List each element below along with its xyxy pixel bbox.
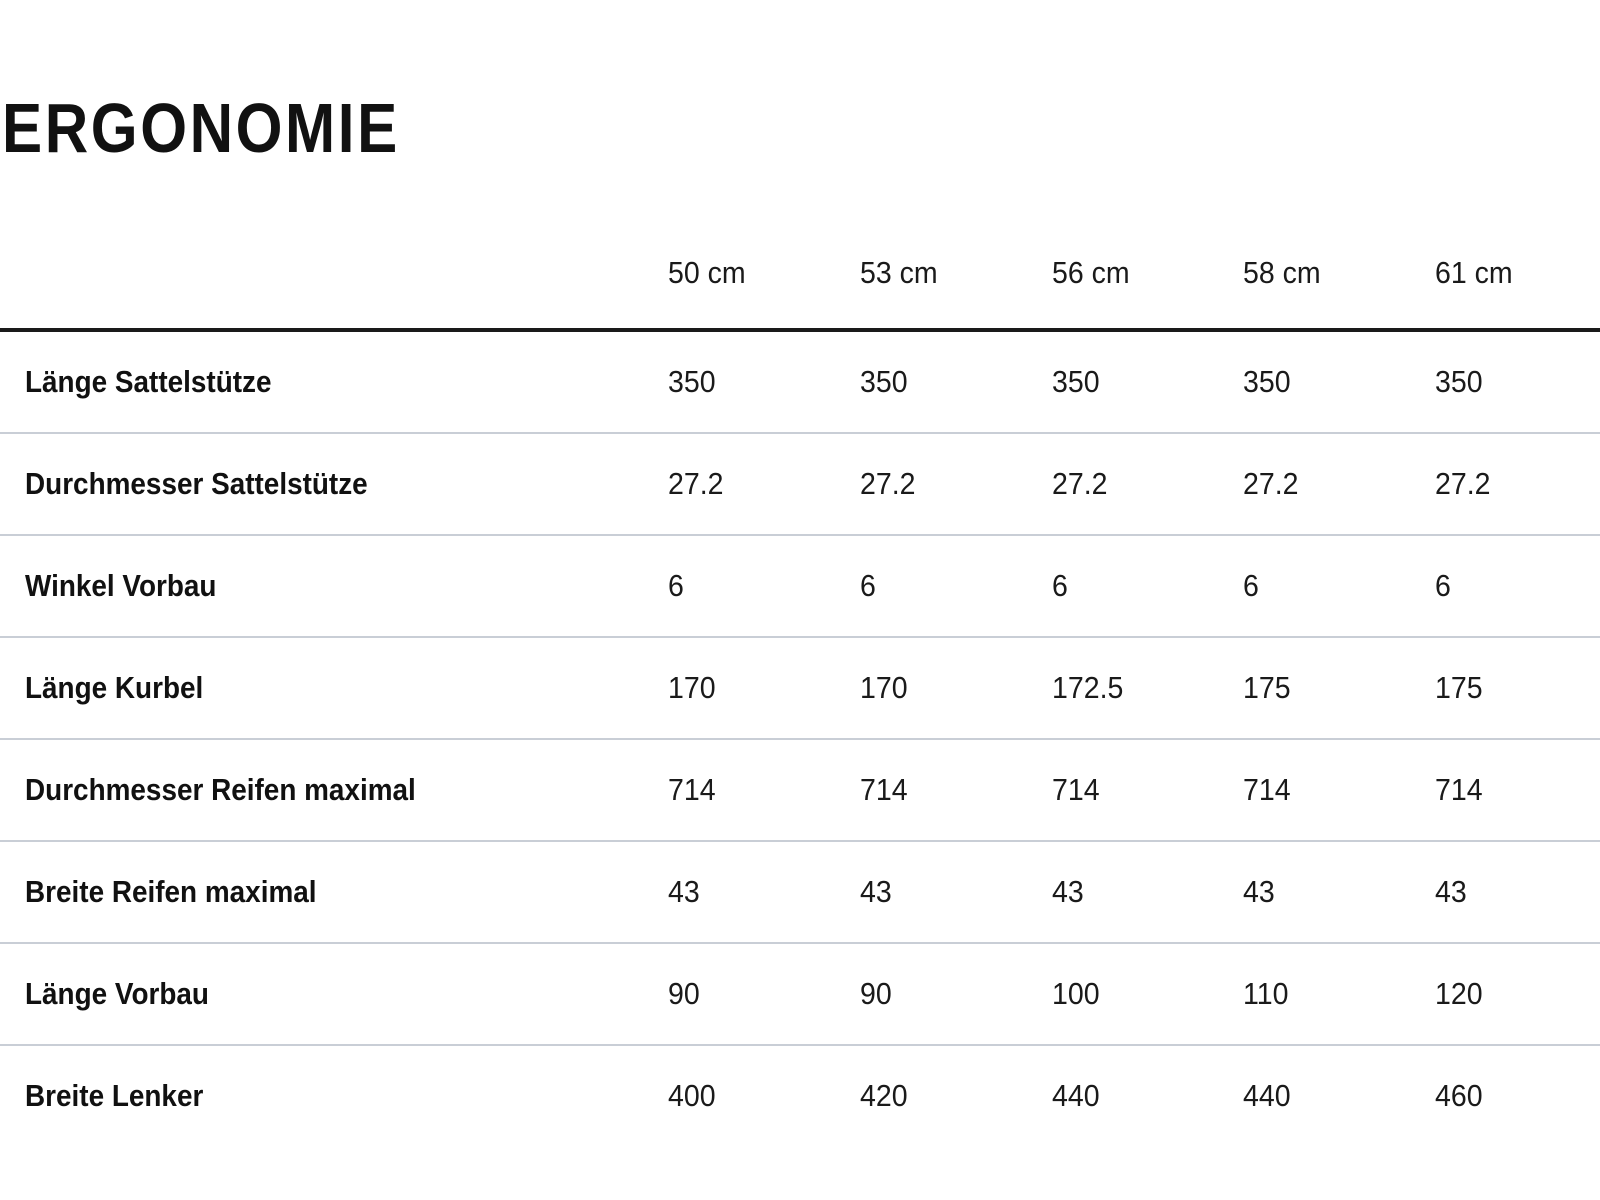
row-label: Durchmesser Reifen maximal	[25, 772, 416, 807]
table-cell: 43	[860, 874, 892, 909]
table-cell: 6	[1435, 568, 1451, 603]
table-cell: 420	[860, 1078, 908, 1113]
table-row	[0, 740, 1600, 842]
table-cell: 43	[1243, 874, 1275, 909]
table-cell: 170	[668, 670, 716, 705]
table-cell: 27.2	[1243, 466, 1299, 501]
table-cell: 714	[1435, 772, 1483, 807]
table-cell: 175	[1243, 670, 1291, 705]
table-cell: 43	[1052, 874, 1084, 909]
table-cell: 110	[1243, 976, 1289, 1011]
row-label: Länge Vorbau	[25, 976, 209, 1011]
table-cell: 350	[1435, 364, 1483, 399]
table-cell: 27.2	[1052, 466, 1108, 501]
row-label: Breite Lenker	[25, 1078, 204, 1113]
table-row	[0, 434, 1600, 536]
table-cell: 6	[1243, 568, 1259, 603]
column-header-size: 53 cm	[860, 255, 938, 290]
table-cell: 90	[668, 976, 700, 1011]
table-cell: 350	[1052, 364, 1100, 399]
table-row	[0, 1046, 1600, 1146]
table-cell: 43	[1435, 874, 1467, 909]
table-cell: 440	[1243, 1078, 1291, 1113]
table-cell: 120	[1435, 976, 1483, 1011]
table-row	[0, 332, 1600, 434]
table-cell: 714	[1243, 772, 1291, 807]
row-label: Breite Reifen maximal	[25, 874, 317, 909]
column-header-size: 50 cm	[668, 255, 746, 290]
row-label: Länge Sattelstütze	[25, 364, 272, 399]
table-cell: 43	[668, 874, 700, 909]
page-title: ERGONOMIE	[2, 89, 400, 167]
ergonomics-table	[0, 225, 1600, 1146]
table-cell: 27.2	[668, 466, 724, 501]
column-header-size: 58 cm	[1243, 255, 1321, 290]
row-label: Durchmesser Sattelstütze	[25, 466, 368, 501]
table-cell: 100	[1052, 976, 1100, 1011]
table-cell: 400	[668, 1078, 716, 1113]
table-cell: 170	[860, 670, 908, 705]
table-cell: 27.2	[860, 466, 916, 501]
table-row	[0, 944, 1600, 1046]
table-cell: 172.5	[1052, 670, 1124, 705]
table-header-row	[0, 225, 1600, 332]
table-cell: 6	[668, 568, 684, 603]
table-row	[0, 536, 1600, 638]
table-cell: 714	[1052, 772, 1100, 807]
column-header-size: 61 cm	[1435, 255, 1513, 290]
row-label: Länge Kurbel	[25, 670, 204, 705]
table-cell: 350	[668, 364, 716, 399]
table-row	[0, 842, 1600, 944]
table-cell: 6	[860, 568, 876, 603]
table-cell: 175	[1435, 670, 1483, 705]
table-row	[0, 638, 1600, 740]
column-header-size: 56 cm	[1052, 255, 1130, 290]
table-cell: 6	[1052, 568, 1068, 603]
table-cell: 440	[1052, 1078, 1100, 1113]
table-cell: 90	[860, 976, 892, 1011]
table-cell: 350	[860, 364, 908, 399]
table-cell: 460	[1435, 1078, 1483, 1113]
table-cell: 714	[668, 772, 716, 807]
table-cell: 350	[1243, 364, 1291, 399]
table-cell: 27.2	[1435, 466, 1491, 501]
table-cell: 714	[860, 772, 908, 807]
row-label: Winkel Vorbau	[25, 568, 217, 603]
